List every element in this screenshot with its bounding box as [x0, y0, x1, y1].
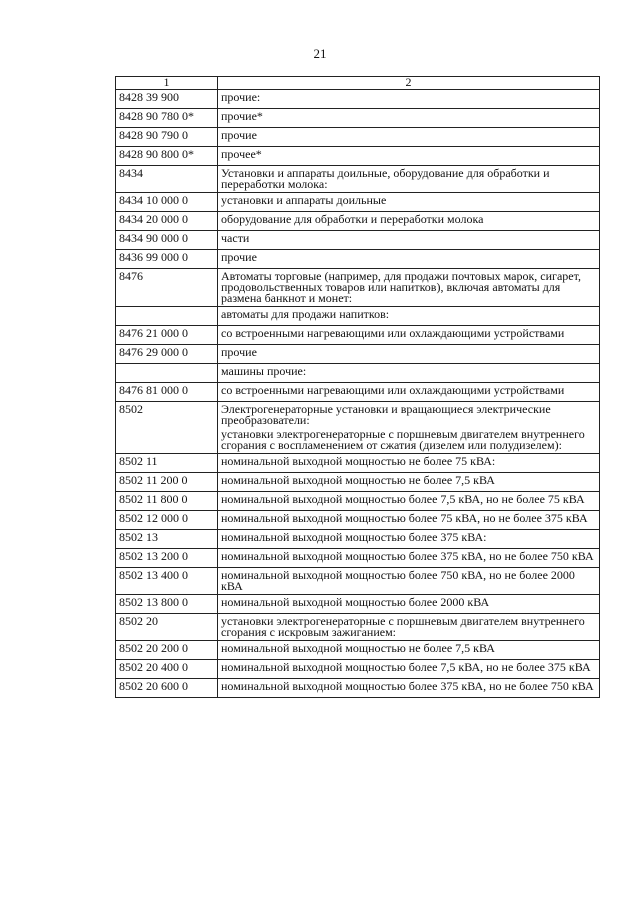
table-row — [116, 454, 600, 473]
description-text: Установки и аппараты доильные, оборудование для обработки и переработки молока: — [221, 166, 550, 191]
table-row — [116, 109, 600, 128]
table-row — [116, 250, 600, 269]
table-row — [116, 193, 600, 212]
code-cell: 8428 90 790 0 — [116, 128, 218, 147]
code-cell: 8502 11 200 0 — [116, 473, 218, 492]
code-cell: 8502 11 800 0 — [116, 492, 218, 511]
table-header-row — [116, 77, 600, 90]
description-text: со встроенными нагревающими или охлаждающими устройствами — [221, 383, 565, 397]
description-cell — [218, 345, 600, 364]
code-cell: 8502 20 200 0 — [116, 641, 218, 660]
description-text: номинальной выходной мощностью более 375 кВА, но не более 750 кВА — [221, 549, 594, 563]
description-text: установки электрогенераторные с поршневым двигателем внутреннего сгорания с воспламенением от сжатия (дизелем или полудизелем): — [221, 427, 585, 452]
code-cell: 8502 20 — [116, 614, 218, 641]
table-row — [116, 383, 600, 402]
description-text: со встроенными нагревающими или охлаждающими устройствами — [221, 326, 565, 340]
table-row — [116, 307, 600, 326]
description-text: прочие: — [221, 90, 261, 104]
table-row — [116, 166, 600, 193]
table-row — [116, 269, 600, 307]
description-cell — [218, 383, 600, 402]
description-text: номинальной выходной мощностью не более 75 кВА: — [221, 454, 496, 468]
description-cell — [218, 614, 600, 641]
table-body — [116, 90, 600, 698]
description-cell — [218, 660, 600, 679]
table-row — [116, 345, 600, 364]
table-row — [116, 660, 600, 679]
description-cell — [218, 250, 600, 269]
table-row — [116, 530, 600, 549]
description-cell — [218, 90, 600, 109]
description-cell — [218, 212, 600, 231]
description-text: номинальной выходной мощностью более 75 кВА, но не более 375 кВА — [221, 511, 588, 525]
description-cell — [218, 231, 600, 250]
code-cell: 8502 11 — [116, 454, 218, 473]
code-cell: 8428 90 800 0* — [116, 147, 218, 166]
table-row — [116, 212, 600, 231]
code-cell — [116, 364, 218, 383]
description-text: Электрогенераторные установки и вращающиеся электрические преобразователи: — [221, 402, 551, 427]
description-cell — [218, 568, 600, 595]
table-row — [116, 128, 600, 147]
code-cell: 8502 20 600 0 — [116, 679, 218, 698]
column-header-description: 2 — [218, 77, 600, 90]
description-cell — [218, 679, 600, 698]
code-cell: 8502 13 — [116, 530, 218, 549]
code-cell: 8434 — [116, 166, 218, 193]
table-row — [116, 641, 600, 660]
code-cell: 8434 10 000 0 — [116, 193, 218, 212]
description-cell — [218, 492, 600, 511]
table-row — [116, 326, 600, 345]
description-text: прочие — [221, 250, 257, 264]
table-row — [116, 568, 600, 595]
code-cell: 8476 81 000 0 — [116, 383, 218, 402]
description-cell — [218, 326, 600, 345]
code-cell: 8502 20 400 0 — [116, 660, 218, 679]
description-cell — [218, 193, 600, 212]
description-text: прочие — [221, 128, 257, 142]
description-cell — [218, 128, 600, 147]
description-cell — [218, 147, 600, 166]
code-cell: 8436 99 000 0 — [116, 250, 218, 269]
code-cell: 8476 29 000 0 — [116, 345, 218, 364]
code-cell: 8502 — [116, 402, 218, 454]
table-row — [116, 614, 600, 641]
table-row — [116, 90, 600, 109]
description-text: номинальной выходной мощностью не более 7,5 кВА — [221, 473, 495, 487]
description-cell — [218, 641, 600, 660]
code-cell: 8502 13 400 0 — [116, 568, 218, 595]
description-text: номинальной выходной мощностью не более 7,5 кВА — [221, 641, 495, 655]
code-cell: 8502 13 200 0 — [116, 549, 218, 568]
column-header-code: 1 — [116, 77, 218, 90]
description-cell — [218, 307, 600, 326]
table-row — [116, 595, 600, 614]
description-text: прочие — [221, 345, 257, 359]
description-text: автоматы для продажи напитков: — [221, 307, 390, 321]
table-row — [116, 492, 600, 511]
description-cell — [218, 530, 600, 549]
description-text: установки и аппараты доильные — [221, 193, 387, 207]
code-cell — [116, 307, 218, 326]
description-cell — [218, 595, 600, 614]
description-text: номинальной выходной мощностью более 750 кВА, но не более 2000 кВА — [221, 568, 575, 593]
code-cell: 8428 90 780 0* — [116, 109, 218, 128]
description-text: номинальной выходной мощностью более 375 кВА: — [221, 530, 487, 544]
description-cell — [218, 473, 600, 492]
table-row — [116, 549, 600, 568]
table-row — [116, 473, 600, 492]
table-row — [116, 364, 600, 383]
description-text: машины прочие: — [221, 364, 307, 378]
table-row — [116, 147, 600, 166]
description-text: части — [221, 231, 250, 245]
description-text: прочее* — [221, 147, 262, 161]
description-text: номинальной выходной мощностью более 7,5 кВА, но не более 75 кВА — [221, 492, 585, 506]
description-cell — [218, 402, 600, 454]
description-cell — [218, 454, 600, 473]
description-text: Автоматы торговые (например, для продажи почтовых марок, сигарет, продовольственных товаров или напитков), включая автоматы для размена банкнот и монет: — [221, 269, 581, 305]
table-row — [116, 511, 600, 530]
description-cell — [218, 166, 600, 193]
code-cell: 8428 39 900 — [116, 90, 218, 109]
description-cell — [218, 109, 600, 128]
table-row — [116, 679, 600, 698]
code-cell: 8502 13 800 0 — [116, 595, 218, 614]
description-text: номинальной выходной мощностью более 375 кВА, но не более 750 кВА — [221, 679, 594, 693]
description-text: установки электрогенераторные с поршневым двигателем внутреннего сгорания с искровым зажиганием: — [221, 614, 585, 639]
code-cell: 8434 90 000 0 — [116, 231, 218, 250]
description-text: номинальной выходной мощностью более 2000 кВА — [221, 595, 490, 609]
description-cell — [218, 511, 600, 530]
code-cell: 8476 — [116, 269, 218, 307]
code-cell: 8502 12 000 0 — [116, 511, 218, 530]
description-text: прочие* — [221, 109, 263, 123]
description-cell — [218, 364, 600, 383]
table-row — [116, 402, 600, 454]
description-text: номинальной выходной мощностью более 7,5 кВА, но не более 375 кВА — [221, 660, 591, 674]
code-cell: 8476 21 000 0 — [116, 326, 218, 345]
description-text: оборудование для обработки и переработки молока — [221, 212, 484, 226]
description-cell — [218, 549, 600, 568]
table-row — [116, 231, 600, 250]
code-cell: 8434 20 000 0 — [116, 212, 218, 231]
description-cell — [218, 269, 600, 307]
tariff-code-table — [115, 76, 600, 698]
page-number: 21 — [313, 46, 327, 61]
